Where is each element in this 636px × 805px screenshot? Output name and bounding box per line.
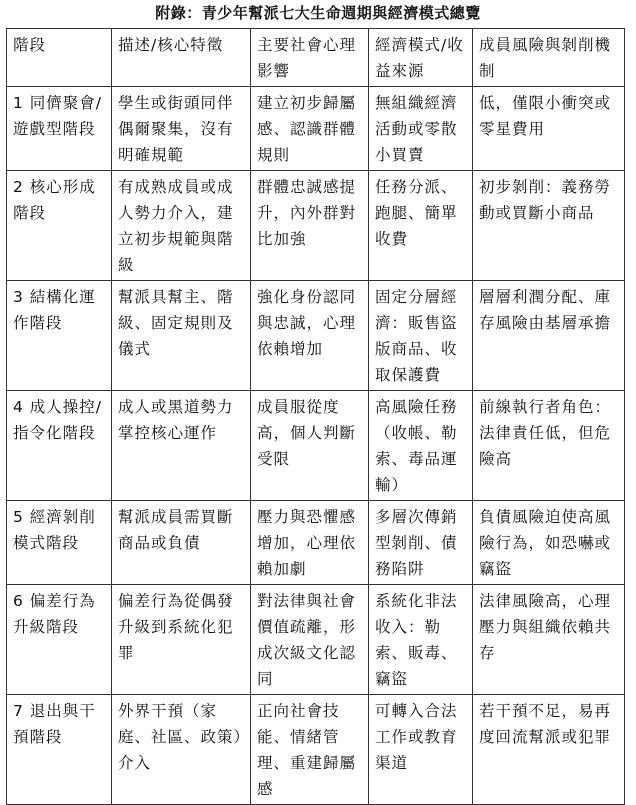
header-risk: 成員風險與剝削機制 — [473, 29, 625, 87]
cell-stage: 1 同儕聚會/遊戲型階段 — [7, 87, 112, 171]
cell-description: 幫派具幫主、階級、固定規則及儀式 — [112, 281, 251, 391]
table-header-row — [7, 29, 625, 87]
table-row — [7, 171, 625, 281]
table-row — [7, 695, 625, 805]
cell-description: 成人或黑道勢力掌控核心運作 — [112, 391, 251, 501]
cell-risk: 負債風險迫使高風險行為，如恐嚇或竊盜 — [473, 501, 625, 585]
cell-psychology: 建立初步歸屬感、認識群體規則 — [251, 87, 369, 171]
cell-risk: 初步剝削：義務勞動或買斷小商品 — [473, 171, 625, 281]
table-row — [7, 391, 625, 501]
cell-psychology: 成員服從度高，個人判斷受限 — [251, 391, 369, 501]
cell-risk: 法律風險高，心理壓力與組織依賴共存 — [473, 585, 625, 695]
header-stage: 階段 — [7, 29, 112, 87]
cell-economic-model: 系統化非法收入：勒索、販毒、竊盜 — [369, 585, 473, 695]
cell-stage: 2 核心形成階段 — [7, 171, 112, 281]
header-description: 描述/核心特徵 — [112, 29, 251, 87]
cell-description: 外界干預（家庭、社區、政策）介入 — [112, 695, 251, 805]
header-economic-model: 經濟模式/收益來源 — [369, 29, 473, 87]
cell-risk: 若干預不足，易再度回流幫派或犯罪 — [473, 695, 625, 805]
table-row — [7, 87, 625, 171]
cell-description: 學生或街頭同伴偶爾聚集，沒有明確規範 — [112, 87, 251, 171]
table-row — [7, 281, 625, 391]
cell-economic-model: 高風險任務（收帳、勒索、毒品運輸） — [369, 391, 473, 501]
cell-stage: 7 退出與干預階段 — [7, 695, 112, 805]
cell-psychology: 群體忠誠感提升，內外群對比加強 — [251, 171, 369, 281]
cell-stage: 5 經濟剝削模式階段 — [7, 501, 112, 585]
cell-psychology: 對法律與社會價值疏離，形成次級文化認同 — [251, 585, 369, 695]
cell-economic-model: 無組織經濟活動或零散小買賣 — [369, 87, 473, 171]
cell-psychology: 正向社會技能、情緒管理、重建歸屬感 — [251, 695, 369, 805]
cell-description: 偏差行為從偶發升級到系統化犯罪 — [112, 585, 251, 695]
document-title: 附錄：青少年幫派七大生命週期與經濟模式總覽 — [155, 4, 481, 22]
header-psychology: 主要社會心理影響 — [251, 29, 369, 87]
cell-stage: 3 結構化運作階段 — [7, 281, 112, 391]
cell-description: 有成熟成員或成人勢力介入，建立初步規範與階級 — [112, 171, 251, 281]
cell-psychology: 強化身份認同與忠誠，心理依賴增加 — [251, 281, 369, 391]
cell-risk: 層層利潤分配、庫存風險由基層承擔 — [473, 281, 625, 391]
cell-psychology: 壓力與恐懼感增加，心理依賴加劇 — [251, 501, 369, 585]
gang-lifecycle-table — [6, 28, 625, 805]
cell-economic-model: 任務分派、跑腿、簡單收費 — [369, 171, 473, 281]
cell-description: 幫派成員需買斷商品或負債 — [112, 501, 251, 585]
cell-risk: 前線執行者角色：法律責任低，但危險高 — [473, 391, 625, 501]
cell-risk: 低，僅限小衝突或零星費用 — [473, 87, 625, 171]
cell-economic-model: 固定分層經濟：販售盜版商品、收取保護費 — [369, 281, 473, 391]
cell-stage: 6 偏差行為升級階段 — [7, 585, 112, 695]
cell-stage: 4 成人操控/指令化階段 — [7, 391, 112, 501]
cell-economic-model: 多層次傳銷型剝削、債務陷阱 — [369, 501, 473, 585]
table-row — [7, 585, 625, 695]
table-row — [7, 501, 625, 585]
cell-economic-model: 可轉入合法工作或教育渠道 — [369, 695, 473, 805]
